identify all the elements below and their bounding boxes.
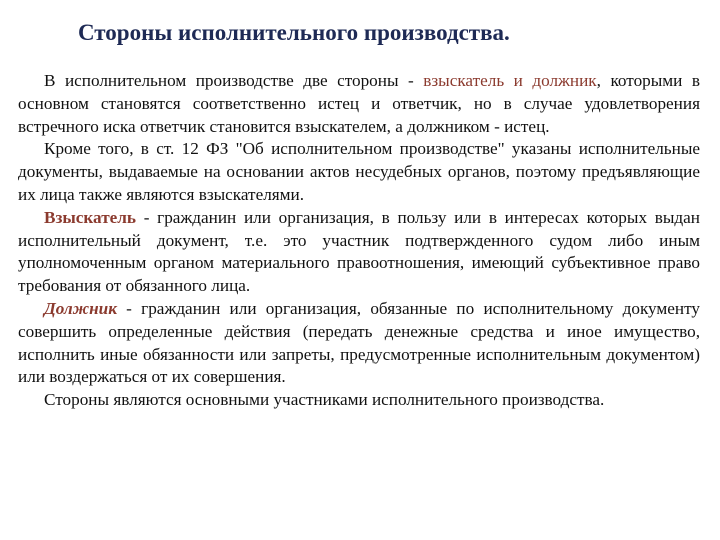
paragraph-debtor <box>18 298 700 389</box>
paragraph-claimant <box>18 207 700 298</box>
term-claimant-and-debtor: взыскатель и должник <box>423 71 597 90</box>
paragraph-additional: Кроме того, в ст. 12 ФЗ "Об исполнительном производстве" указаны исполнительные документы, выдаваемые на основании актов несудебных органов, поэтому предъявляющие их лица также являются взыскателями. <box>18 139 700 204</box>
paragraph-claimant-definition: - гражданин или организация, в пользу или в интересах которых выдан исполнительный документ, т.е. это участник подтвержденного судом либо иным уполномоченным органом материального правоотношения, имеющий субъективное право требования от обязанного лица. <box>18 207 700 296</box>
slide-title: Стороны исполнительного производства. <box>78 20 510 45</box>
term-debtor: Должник <box>44 298 117 318</box>
paragraph-parties-intro: В исполнительном производстве две стороны - <box>44 71 424 90</box>
slide-body <box>18 70 700 412</box>
paragraph-parties <box>18 70 700 138</box>
paragraph-parties-rest: , которыми в основном становятся соответственно истец и ответчик, но в случае удовлетворения встречного иска ответчик становится взыскателем, а должником - истец. <box>18 71 700 136</box>
paragraph-debtor-definition: - гражданин или организация, обязанные по исполнительному документу совершить определенные действия (передать денежные средства и иное имущество, исполнить иные обязанности или запреты, предусмотренные исполнительным документом) или воздержаться от их совершения. <box>18 298 700 387</box>
paragraph-conclusion: Стороны являются основными участниками исполнительного производства. <box>44 390 605 410</box>
term-claimant: Взыскатель <box>44 207 137 227</box>
